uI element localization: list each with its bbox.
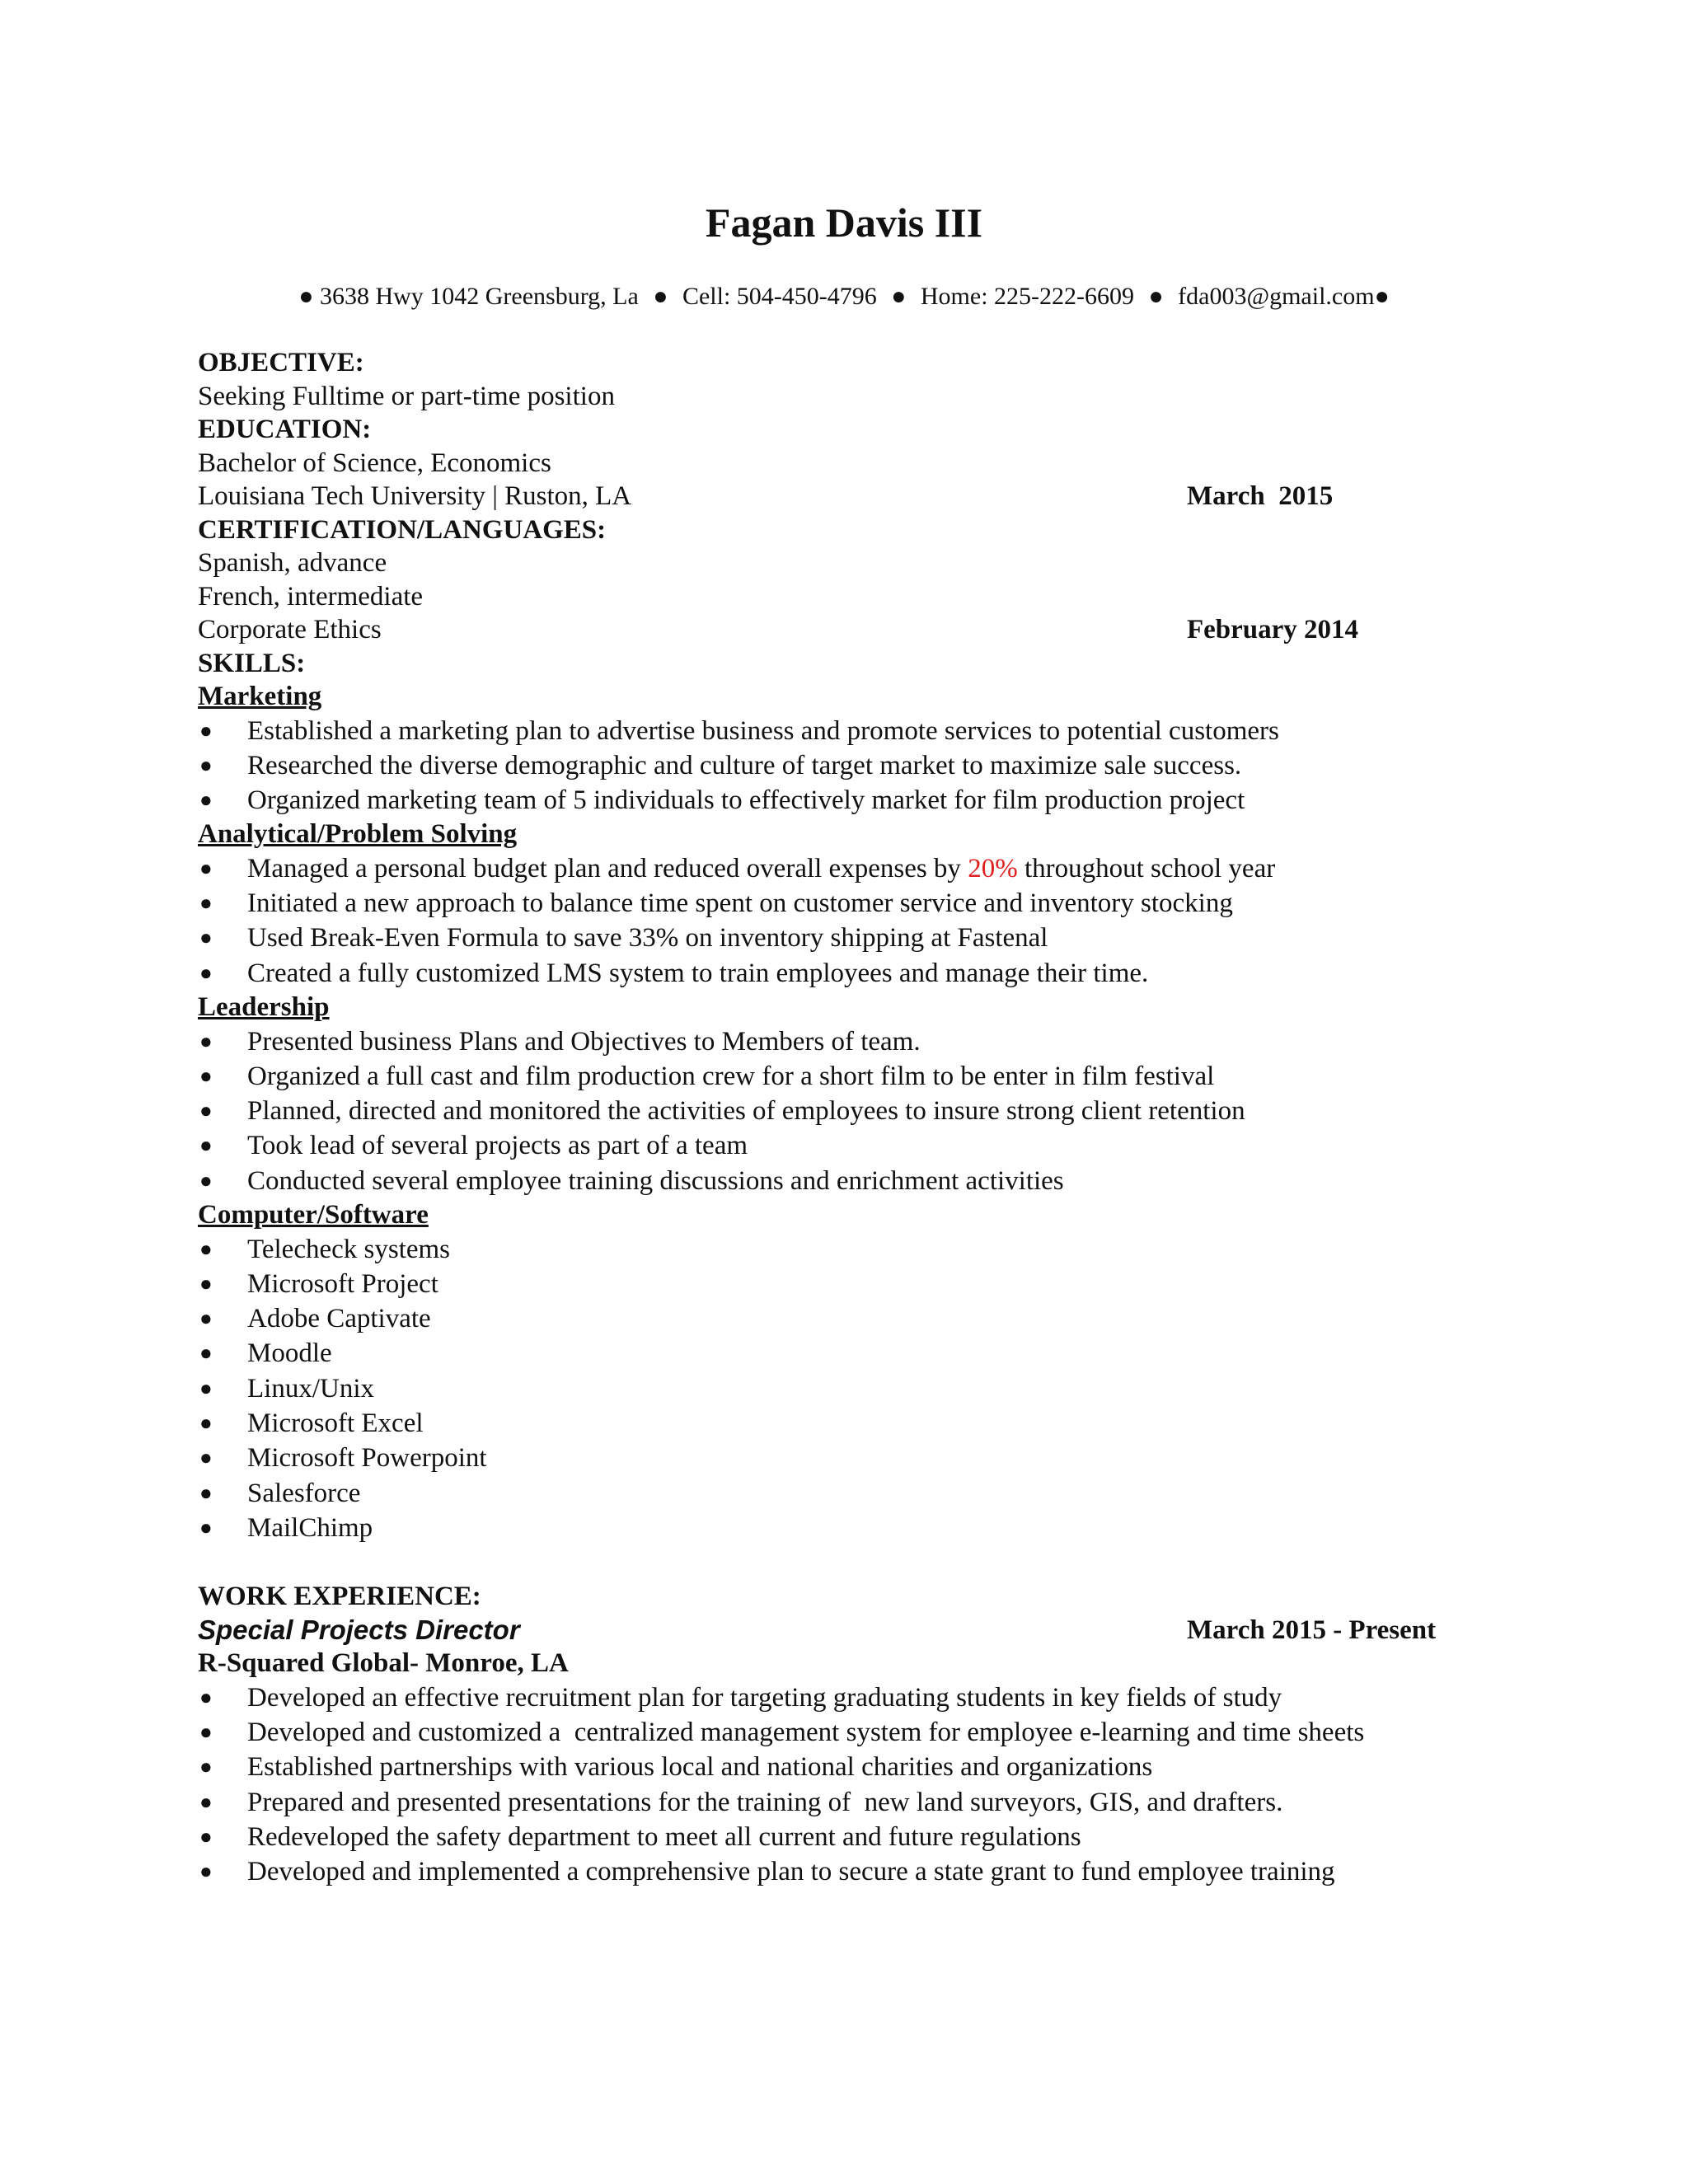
list-item: [198, 1680, 1517, 1715]
bullet-icon: ●: [199, 1099, 213, 1123]
bullet-icon: ●: [199, 1168, 213, 1193]
list-item-text: Organized marketing team of 5 individuals to effectively market for film production project: [247, 785, 1245, 816]
certification-item: Corporate Ethics: [198, 615, 382, 644]
list-item: [198, 886, 1517, 921]
contact-bullet: ●: [298, 283, 314, 310]
contact-address: 3638 Hwy 1042 Greensburg, La: [319, 283, 639, 310]
bullet-icon: ●: [199, 1376, 213, 1400]
bullet-icon: ●: [199, 1411, 213, 1436]
list-item-text: Microsoft Excel: [247, 1408, 424, 1439]
work-list: [198, 1680, 1517, 1890]
objective-text: Seeking Fulltime or part-time position: [198, 381, 615, 411]
list-item-text: Conducted several employee training discussions and enrichment activities: [247, 1165, 1064, 1196]
skills-analytical-title: Analytical/Problem Solving: [198, 819, 518, 850]
list-item-text: Prepared and presented presentations for the training of new land surveyors, GIS, and drafters.: [247, 1787, 1283, 1817]
list-item: [198, 1820, 1517, 1854]
skills-leadership-title: Leadership: [198, 992, 330, 1023]
list-item: [198, 1336, 1517, 1371]
list-item-text: Microsoft Project: [247, 1268, 438, 1299]
list-item: [198, 1715, 1517, 1750]
list-item: [198, 1301, 1517, 1336]
list-item-text: Established partnerships with various local and national charities and organizations: [247, 1752, 1153, 1783]
list-item-text: Linux/Unix: [247, 1373, 374, 1404]
education-school-row: [198, 480, 1517, 513]
list-item: [198, 783, 1517, 818]
bullet-icon: ●: [199, 1720, 213, 1745]
list-item-text: Planned, directed and monitored the activities of employees to insure strong client retention: [247, 1096, 1245, 1127]
list-item-text: Established a marketing plan to advertise business and promote services to potential customers: [247, 715, 1279, 746]
bullet-icon: ●: [199, 1029, 213, 1053]
list-item-text: Redeveloped the safety department to meet all current and future regulations: [247, 1821, 1081, 1852]
contact-bullet: ●: [1374, 283, 1390, 310]
list-item: [198, 748, 1517, 783]
contact-bullet: ●: [891, 283, 907, 310]
certification-date: February 2014: [1187, 615, 1359, 644]
list-item-text: Developed and customized a centralized management system for employee e-learning and time sheets: [247, 1718, 1365, 1748]
list-item-text: MailChimp: [247, 1512, 373, 1543]
bullet-icon: ●: [199, 1789, 213, 1814]
list-item: [198, 921, 1517, 955]
bullet-icon: ●: [199, 1515, 213, 1540]
bullet-icon: ●: [199, 1341, 213, 1366]
list-item: [198, 1750, 1517, 1784]
list-item: [198, 1441, 1517, 1475]
bullet-icon: ●: [199, 1063, 213, 1088]
bullet-icon: ●: [199, 752, 213, 777]
work-heading: WORK EXPERIENCE:: [198, 1582, 481, 1612]
list-item: [198, 1128, 1517, 1163]
list-item-text: Microsoft Powerpoint: [247, 1443, 487, 1474]
bullet-icon: ●: [199, 1824, 213, 1849]
list-item: [198, 1854, 1517, 1889]
list-item-text: Developed an effective recruitment plan for targeting graduating students in key fields of study: [247, 1682, 1282, 1713]
computer-list: [198, 1232, 1517, 1546]
analytical-list: [198, 851, 1517, 991]
contact-line: [0, 280, 1688, 313]
list-item-text: Adobe Captivate: [247, 1304, 431, 1334]
bullet-icon: ●: [199, 788, 213, 813]
bullet-icon: ●: [199, 1446, 213, 1470]
job-dates: March 2015 - Present: [1187, 1615, 1437, 1645]
skills-heading: SKILLS:: [198, 648, 306, 678]
list-item-text: Researched the diverse demographic and culture of target market to maximize sale success.: [247, 750, 1242, 780]
skills-computer-title: Computer/Software: [198, 1200, 429, 1230]
bullet-icon: ●: [199, 1236, 213, 1261]
list-item-text: Developed and implemented a comprehensive plan to secure a state grant to fund employee training: [247, 1857, 1335, 1887]
certification-item: French, intermediate: [198, 581, 424, 612]
certification-row: [198, 613, 1517, 647]
list-item-text: Created a fully customized LMS system to train employees and manage their time.: [247, 958, 1149, 988]
list-item-text: Took lead of several projects as part of a team: [247, 1131, 748, 1161]
job-title-row: [198, 1614, 1517, 1647]
bullet-icon: ●: [199, 960, 213, 985]
list-item-text: Moodle: [247, 1338, 332, 1369]
bullet-icon: ●: [199, 1685, 213, 1709]
list-item: [198, 1024, 1517, 1059]
job-company: R-Squared Global- Monroe, LA: [198, 1648, 569, 1679]
list-item: [198, 1094, 1517, 1128]
bullet-icon: ●: [199, 1306, 213, 1331]
contact-home: Home: 225-222-6609: [920, 283, 1135, 310]
section-spacer: [198, 1545, 1517, 1580]
list-item: [198, 1232, 1517, 1267]
list-item: [198, 714, 1517, 748]
bullet-icon: ●: [199, 1271, 213, 1296]
list-item: [198, 1406, 1517, 1441]
marketing-list: [198, 714, 1517, 818]
certification-item: Spanish, advance: [198, 548, 387, 578]
highlight-percent: 20%: [968, 853, 1018, 883]
bullet-icon: ●: [199, 855, 213, 880]
list-item: [198, 1785, 1517, 1820]
leadership-list: [198, 1024, 1517, 1198]
list-item: [198, 1267, 1517, 1301]
list-item: [198, 1511, 1517, 1545]
objective-heading: OBJECTIVE:: [198, 348, 364, 377]
list-item-text: Salesforce: [247, 1478, 361, 1508]
bullet-icon: ●: [199, 1859, 213, 1884]
list-item-text: Used Break-Even Formula to save 33% on inventory shipping at Fastenal: [247, 923, 1048, 954]
bullet-icon: ●: [199, 891, 213, 916]
bullet-icon: ●: [199, 1133, 213, 1158]
list-item: [198, 1164, 1517, 1198]
list-item: [198, 956, 1517, 991]
list-item: [198, 1371, 1517, 1406]
education-degree: Bachelor of Science, Economics: [198, 448, 551, 478]
bullet-icon: ●: [199, 718, 213, 743]
skills-marketing-title: Marketing: [198, 682, 322, 711]
contact-email[interactable]: fda003@gmail.com: [1178, 283, 1375, 310]
job-title: Special Projects Director: [198, 1614, 520, 1645]
contact-cell: Cell: 504-450-4796: [682, 283, 877, 310]
education-date: March 2015: [1187, 481, 1334, 511]
list-item-text: Telecheck systems: [247, 1234, 451, 1264]
list-item-text: Managed a personal budget plan and reduced overall expenses by: [247, 853, 968, 883]
bullet-icon: ●: [199, 1755, 213, 1779]
certification-heading: CERTIFICATION/LANGUAGES:: [198, 514, 607, 545]
list-item: [198, 1059, 1517, 1094]
bullet-icon: ●: [199, 926, 213, 950]
list-item: [198, 851, 1517, 886]
list-item-text: throughout school year: [1017, 853, 1276, 883]
list-item-text: Initiated a new approach to balance time spent on customer service and inventory stocking: [247, 888, 1233, 919]
list-item: [198, 1476, 1517, 1511]
bullet-icon: ●: [199, 1480, 213, 1505]
education-heading: EDUCATION:: [198, 415, 372, 444]
contact-bullet: ●: [1148, 283, 1164, 310]
contact-bullet: ●: [653, 283, 668, 310]
resume-name: Fagan Davis III: [705, 199, 983, 246]
resume-body: [198, 346, 1517, 1890]
list-item-text: Organized a full cast and film production crew for a short film to be enter in film festival: [247, 1061, 1215, 1091]
list-item-text: Presented business Plans and Objectives to Members of team.: [247, 1026, 921, 1057]
education-school: Louisiana Tech University | Ruston, LA: [198, 481, 632, 511]
